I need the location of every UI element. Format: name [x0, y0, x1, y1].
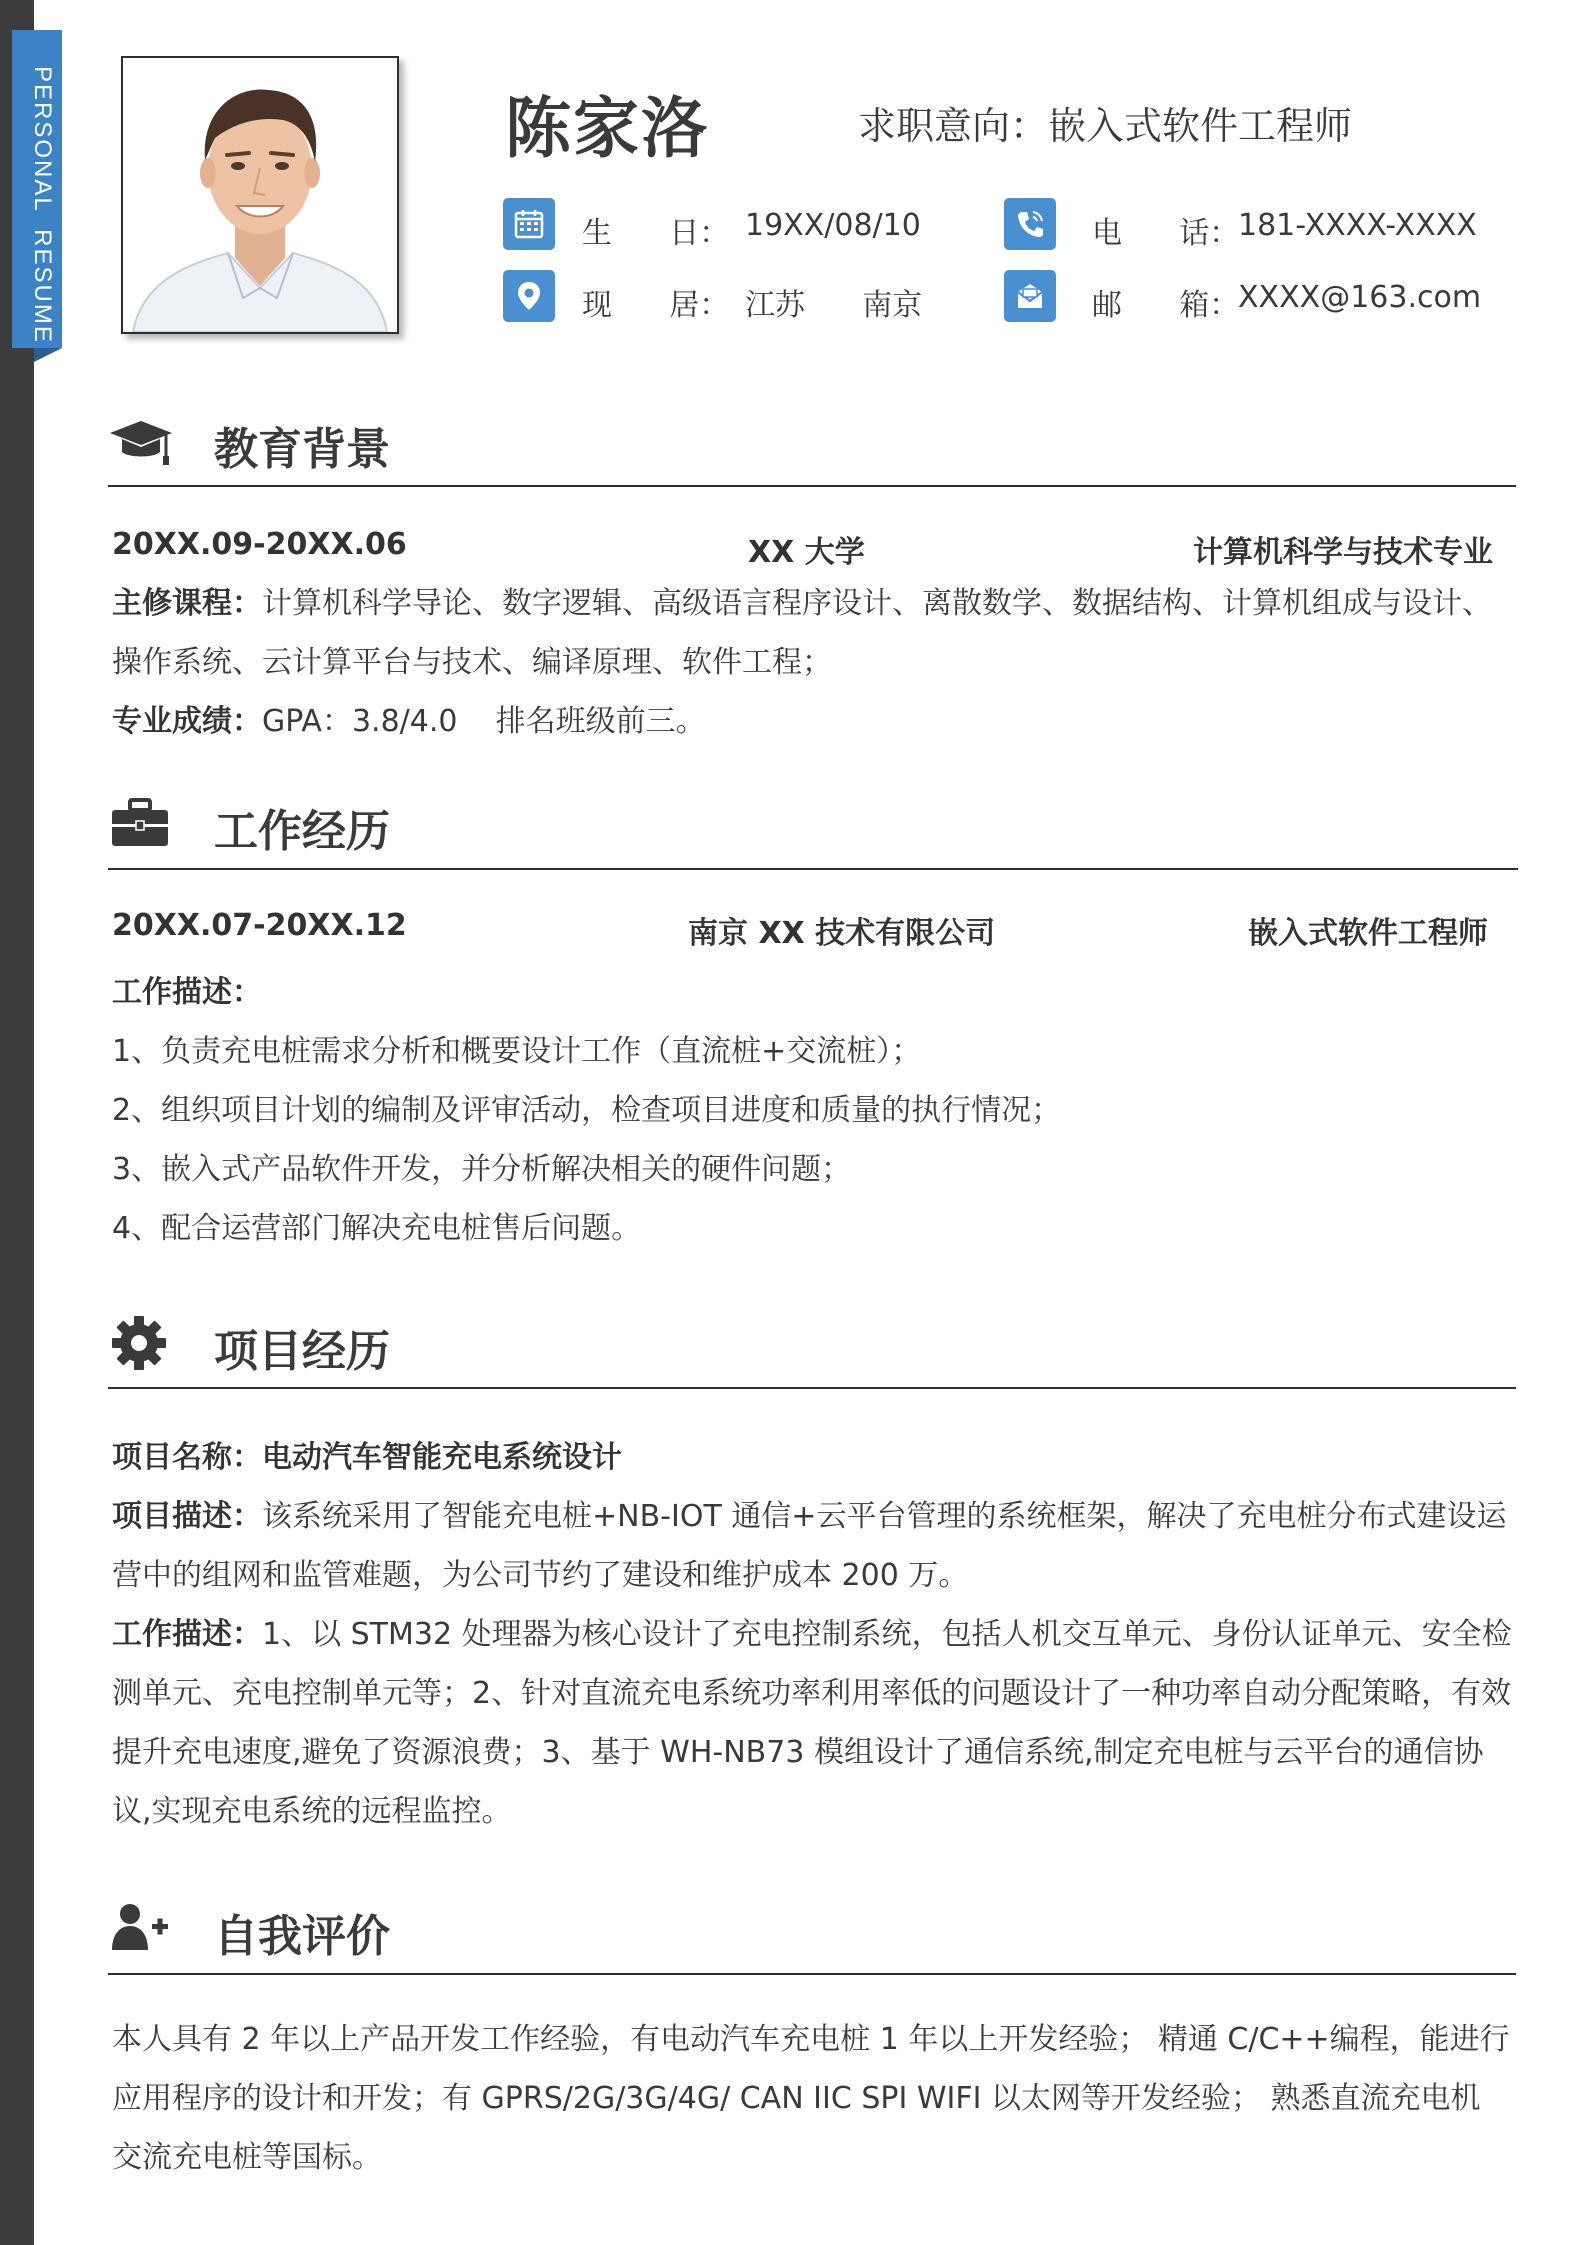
- education-title: 教育背景: [214, 424, 390, 475]
- education-period: 20XX.09-20XX.06: [112, 527, 407, 562]
- profile-photo: [121, 56, 399, 334]
- email-label: 邮 箱：: [1092, 288, 1240, 323]
- project-desc-text: 该系统采用了智能充电桩+NB-IOT 通信+云平台管理的系统框架，解决了充电桩分布式建设运营中的组网和监管难题，为公司节约了建设和维护成本 200 万。: [112, 1499, 1507, 1593]
- mail-icon: [1004, 270, 1056, 322]
- work-position: 嵌入式软件工程师: [1248, 916, 1488, 951]
- work-desc-label: 工作描述：: [112, 975, 262, 1010]
- phone-label: 电 话：: [1092, 216, 1240, 251]
- self-title: 自我评价: [214, 1911, 390, 1962]
- birthday-label: 生 日：: [582, 216, 730, 251]
- project-title: 项目经历: [214, 1326, 390, 1377]
- self-divider: [108, 1973, 1516, 1975]
- phone-value: 181-XXXX-XXXX: [1238, 208, 1477, 243]
- work-title: 工作经历: [214, 806, 390, 857]
- project-work-text: 1、以 STM32 处理器为核心设计了充电控制系统，包括人机交互单元、身份认证单元、安全检测单元、充电控制单元等；2、针对直流充电系统功率利用率低的问题设计了一种功率自动分配策略，有效提升充电速度,避免了资源浪费；3、基于 WH-NB73 模组设计了通信系统,制定充电桩与云平台的通信协议,实现充电系统的远程监控。: [112, 1617, 1512, 1829]
- phone-icon: [1004, 198, 1056, 250]
- calendar-icon: [503, 198, 555, 250]
- residence-value: 江苏 南京: [745, 288, 923, 323]
- project-desc: [112, 1487, 1512, 1605]
- candidate-name: 陈家洛: [505, 90, 709, 167]
- grades-text: GPA：3.8/4.0 排名班级前三。: [262, 704, 706, 739]
- gear-icon: [110, 1314, 168, 1376]
- self-evaluation-text: 本人具有 2 年以上产品开发工作经验，有电动汽车充电桩 1 年以上开发经验； 精通 C/C++编程，能进行应用程序的设计和开发；有 GPRS/2G/3G/4G/ CAN IIC SPI WIFI 以太网等开发经验； 熟悉直流充电机 交流充电桩等国标。: [112, 2022, 1510, 2175]
- location-pin-icon: [503, 270, 555, 322]
- birthday-value: 19XX/08/10: [745, 208, 921, 243]
- ribbon-fold: [34, 348, 62, 362]
- education-divider: [108, 485, 1516, 487]
- residence-label: 现 居：: [582, 288, 730, 323]
- project-name: [112, 1428, 1512, 1487]
- work-period: 20XX.07-20XX.12: [112, 908, 407, 943]
- project-name-label: 项目名称：: [112, 1440, 262, 1475]
- education-school: XX 大学: [748, 535, 865, 570]
- courses-text: 计算机科学导论、数字逻辑、高级语言程序设计、离散数学、数据结构、计算机组成与设计、操作系统、云计算平台与技术、编译原理、软件工程；: [112, 586, 1492, 680]
- project-work-label: 工作描述：: [112, 1617, 262, 1652]
- work-item: 4、配合运营部门解决充电桩售后问题。: [112, 1211, 642, 1246]
- job-intent: 求职意向：嵌入式软件工程师: [858, 104, 1353, 148]
- education-major: 计算机科学与技术专业: [1193, 535, 1493, 570]
- user-add-icon: [110, 1902, 172, 1956]
- briefcase-icon: [110, 796, 170, 852]
- work-item: 1、负责充电桩需求分析和概要设计工作（直流桩+交流桩）；: [112, 1034, 922, 1069]
- project-divider: [108, 1387, 1516, 1389]
- project-desc-label: 项目描述：: [112, 1499, 262, 1534]
- education-grades: [112, 692, 1512, 751]
- courses-label: 主修课程：: [112, 586, 262, 621]
- graduation-cap-icon: [108, 418, 174, 472]
- work-item: 3、嵌入式产品软件开发，并分析解决相关的硬件问题；: [112, 1152, 852, 1187]
- project-work: [112, 1605, 1512, 1841]
- work-divider: [108, 868, 1518, 870]
- ribbon-label: PERSONAL RESUME: [29, 66, 56, 344]
- email-value: XXXX@163.com: [1238, 280, 1482, 315]
- work-company: 南京 XX 技术有限公司: [688, 916, 996, 951]
- work-item: 2、组织项目计划的编制及评审活动，检查项目进度和质量的执行情况；: [112, 1093, 1062, 1128]
- avatar-portrait: [123, 58, 397, 332]
- education-courses: [112, 574, 1512, 692]
- grades-label: 专业成绩：: [112, 704, 262, 739]
- project-name-text: 电动汽车智能充电系统设计: [262, 1440, 622, 1475]
